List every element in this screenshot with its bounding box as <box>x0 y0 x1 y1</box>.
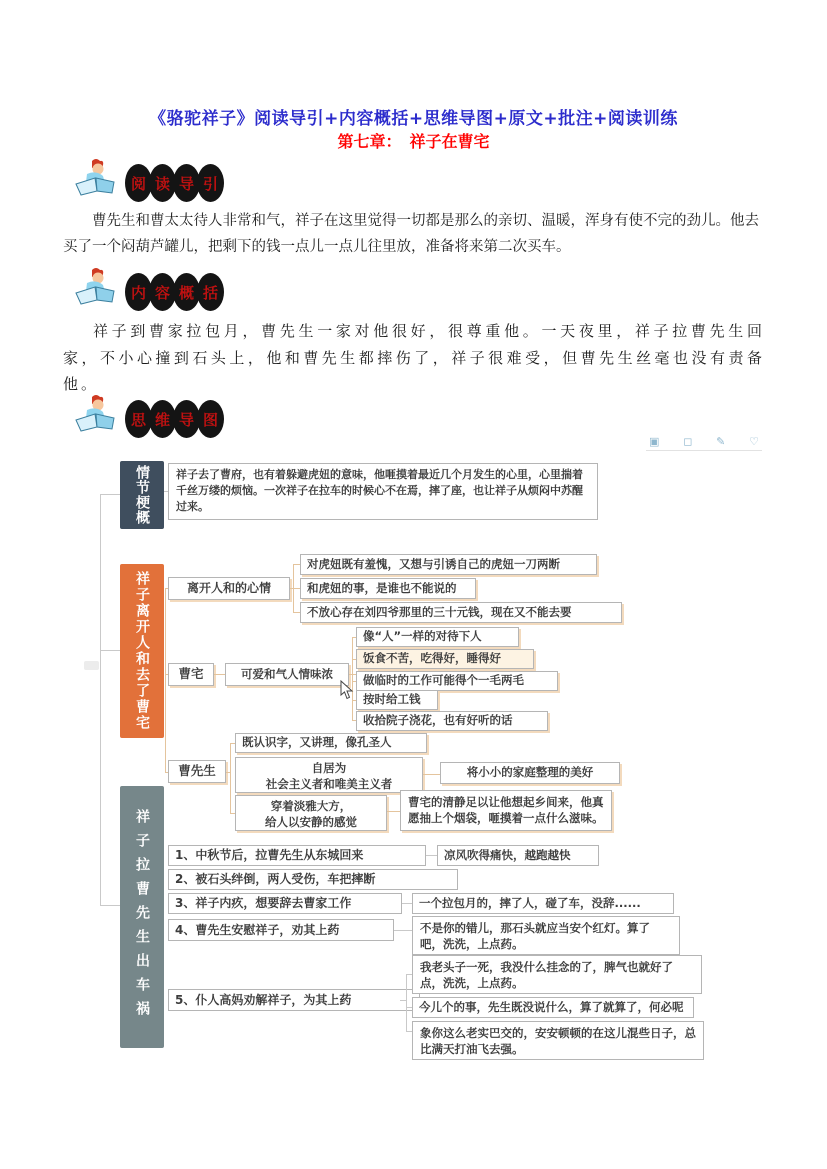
layout-icon[interactable]: ▣ <box>649 434 660 448</box>
connector <box>100 650 120 651</box>
mindmap-root-node <box>84 661 99 670</box>
caozhai-item-node: 收拾院子浇花，也有好听的话 <box>356 711 548 731</box>
mrcao-note-node: 曹宅的清静足以让他想起乡间来，他真愿抽上个烟袋，咂摸着一点什么滋味。 <box>400 790 612 831</box>
badge-reading-guide <box>128 164 224 202</box>
accident-note-node: 我老头子一死，我没什么挂念的了，脾气也就好了点，洗洗，上点药。 <box>412 955 702 994</box>
accident-note-node: 凉风吹得痛快，越跑越快 <box>437 845 599 866</box>
accident-note-node: 一个拉包月的，摔了人，碰了车，没辞...... <box>412 893 674 914</box>
badge-char: 读 <box>149 164 176 202</box>
content-summary-paragraph: 祥子到曹家拉包月，曹先生一家对他很好，很尊重他。一天夜里，祥子拉曹先生回家，不小心撞到石头上，他和曹先生都摔伤了，祥子很难受，但曹先生丝毫也没有责备他。 <box>63 322 765 393</box>
accident-item-node: 4、曹先生安慰祥子，劝其上药 <box>168 919 394 941</box>
caozhai-item-node: 做临时的工作可能得个一毛两毛 <box>356 671 558 691</box>
mood-item-node: 和虎妞的事，是谁也不能说的 <box>300 578 476 599</box>
mindmap-toolbar <box>646 432 762 451</box>
connector <box>352 637 353 721</box>
mood-label-node: 离开人和的心情 <box>168 577 290 600</box>
connector <box>100 905 120 906</box>
connector <box>290 588 300 589</box>
connector <box>293 612 300 613</box>
branch-leaving-renhe: 祥子离开人和去了曹宅 <box>120 564 164 738</box>
accident-item-node: 2、被石头绊倒，两人受伤，车把摔断 <box>168 869 458 890</box>
accident-item-node: 5、仆人高妈劝解祥子，为其上药 <box>168 989 420 1011</box>
badge-char: 思 <box>125 400 152 438</box>
badge-mind-map <box>128 400 224 438</box>
container-icon[interactable]: ◻ <box>683 434 693 448</box>
badge-char: 导 <box>173 400 200 438</box>
plot-summary-node: 祥子去了曹府，也有着躲避虎妞的意味，他咂摸着最近几个月发生的心里，心里揣着千丝万缕的烦恼。一次祥子在拉车的时候心不在焉，摔了座，也让祥子从烦闷中苏醒过来。 <box>168 463 598 520</box>
node-line: 给人以安静的感觉 <box>265 815 357 829</box>
connector <box>100 494 120 495</box>
accident-item-node: 3、祥子内疚，想要辞去曹家工作 <box>168 893 402 914</box>
badge-char: 概 <box>173 273 200 311</box>
badge-char: 引 <box>197 164 224 202</box>
accident-note-node: 今儿个的事，先生既没说什么，算了就算了，何必呢 <box>412 997 694 1018</box>
connector <box>165 588 166 773</box>
badge-char: 导 <box>173 164 200 202</box>
accident-note-node: 不是你的错儿，那石头就应当安个红灯。算了吧，洗洗，上点药。 <box>412 916 680 955</box>
badge-char: 内 <box>125 273 152 311</box>
accident-note-node: 象你这么老实巴交的，安安顿顿的在这儿混些日子，总比满天打油飞去强。 <box>412 1021 704 1060</box>
connector <box>387 811 400 812</box>
connector <box>426 855 437 856</box>
node-line: 社会主义者和唯美主义者 <box>265 777 393 791</box>
branch-accident: 祥子拉曹先生出车祸 <box>120 786 164 1048</box>
mrcao-item-node <box>235 795 387 831</box>
connector <box>214 674 225 675</box>
document-title: 《骆驼祥子》阅读导引+内容概括+思维导图+原文+批注+阅读训练 <box>149 109 678 129</box>
caozhai-item-node: 像“人”一样的对待下人 <box>356 627 519 647</box>
connector <box>406 974 407 1032</box>
mouse-cursor <box>340 680 354 704</box>
section-header-content-summary <box>72 269 224 315</box>
connector <box>423 774 440 775</box>
badge-char: 括 <box>197 273 224 311</box>
connector <box>100 494 101 906</box>
connector <box>402 903 412 904</box>
badge-char: 容 <box>149 273 176 311</box>
connector <box>293 564 300 565</box>
mrcao-label-node: 曹先生 <box>168 760 226 783</box>
caozhai-item-node: 按时给工钱 <box>356 690 438 710</box>
edit-icon[interactable]: ✎ <box>716 434 726 448</box>
reading-child-icon <box>72 268 120 316</box>
section-header-mind-map <box>72 396 224 442</box>
chapter-title: 第七章： 祥子在曹宅 <box>337 132 490 151</box>
connector <box>293 564 294 613</box>
reading-child-icon <box>72 159 120 207</box>
favorite-icon[interactable]: ♡ <box>749 434 759 448</box>
reading-child-icon <box>72 395 120 443</box>
caozhai-mid-node: 可爱和气人情味浓 <box>225 663 349 686</box>
branch-plot-outline: 情节梗概 <box>120 461 164 529</box>
badge-content-summary <box>128 273 224 311</box>
accident-item-node: 1、中秋节后，拉曹先生从东城回来 <box>168 845 426 866</box>
connector <box>394 930 412 931</box>
reading-guide-paragraph: 曹先生和曹太太待人非常和气，祥子在这里觉得一切都是那么的亲切、温暖，浑身有使不完的劲儿。他去买了一个闷葫芦罐儿，把剩下的钱一点儿一点儿往里放，准备将来第二次买车。 <box>63 213 759 255</box>
mood-item-node: 对虎妞既有羞愧，又想与引诱自己的虎妞一刀两断 <box>300 554 597 575</box>
connector <box>230 743 231 813</box>
caozhai-item-node: 饭食不苦，吃得好，睡得好 <box>356 649 534 669</box>
badge-char: 维 <box>149 400 176 438</box>
badge-char: 阅 <box>125 164 152 202</box>
badge-char: 图 <box>197 400 224 438</box>
node-line: 自居为 <box>311 761 347 775</box>
mrcao-note-node: 将小小的家庭整理的美好 <box>440 762 620 784</box>
node-line: 穿着淡雅大方， <box>270 799 352 813</box>
mrcao-item-node <box>235 757 423 793</box>
caozhai-label-node: 曹宅 <box>168 663 214 686</box>
mrcao-item-node: 既认识字，又讲理，像孔圣人 <box>235 733 427 753</box>
mood-item-node: 不放心存在刘四爷那里的三十元钱，现在又不能去要 <box>300 602 622 623</box>
section-header-reading-guide <box>72 160 224 206</box>
